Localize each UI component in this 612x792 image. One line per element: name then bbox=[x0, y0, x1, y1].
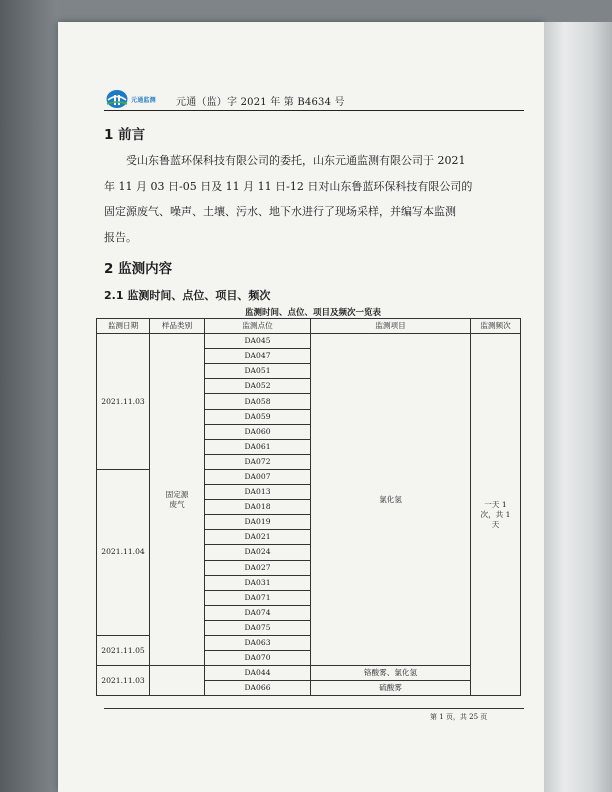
point-cell: DA060 bbox=[205, 424, 311, 439]
company-logo bbox=[104, 88, 174, 110]
logo-text: 元通监测 bbox=[131, 97, 156, 104]
item-cell: 铬酸雾、氯化氢 bbox=[311, 666, 471, 681]
point-cell: DA045 bbox=[205, 334, 311, 349]
document-number: 元通（监）字 2021 年 第 B4634 号 bbox=[176, 97, 345, 108]
point-cell: DA007 bbox=[205, 469, 311, 484]
page-number: 第 1 页，共 25 页 bbox=[430, 713, 488, 721]
point-cell: DA051 bbox=[205, 364, 311, 379]
date-cell: 2021.11.03 bbox=[97, 334, 150, 470]
monitoring-table bbox=[96, 318, 521, 696]
header-cell: 监测日期 bbox=[97, 319, 150, 334]
point-cell: DA021 bbox=[205, 530, 311, 545]
section-title-intro: 1 前言 bbox=[104, 127, 146, 143]
frequency-cell: 一天 1 次，共 1 天 bbox=[471, 334, 521, 696]
point-cell: DA070 bbox=[205, 651, 311, 666]
date-cell: 2021.11.03 bbox=[97, 666, 150, 696]
point-cell: DA063 bbox=[205, 635, 311, 650]
point-cell: DA018 bbox=[205, 500, 311, 515]
point-cell: DA075 bbox=[205, 620, 311, 635]
point-cell: DA066 bbox=[205, 681, 311, 696]
point-cell: DA071 bbox=[205, 590, 311, 605]
table-caption: 监测时间、点位、项目及频次一览表 bbox=[244, 308, 381, 318]
section-title-content: 2 监测内容 bbox=[104, 261, 173, 277]
item-cell: 硫酸雾 bbox=[311, 681, 471, 696]
point-cell: DA031 bbox=[205, 575, 311, 590]
point-cell: DA019 bbox=[205, 515, 311, 530]
scan-background-right bbox=[544, 22, 612, 792]
item-cell: 氯化氢 bbox=[311, 334, 471, 666]
point-cell: DA047 bbox=[205, 349, 311, 364]
table-header-row bbox=[97, 319, 521, 334]
point-cell: DA013 bbox=[205, 485, 311, 500]
sample-type-cell: 固定源废气 bbox=[150, 334, 205, 666]
date-cell: 2021.11.05 bbox=[97, 635, 150, 665]
point-cell: DA058 bbox=[205, 394, 311, 409]
header-cell: 监测点位 bbox=[205, 319, 311, 334]
point-cell: DA044 bbox=[205, 666, 311, 681]
point-cell: DA059 bbox=[205, 409, 311, 424]
header-cell: 样品类别 bbox=[150, 319, 205, 334]
intro-line: 报告。 bbox=[104, 230, 137, 244]
point-cell: DA072 bbox=[205, 454, 311, 469]
sample-type-cell bbox=[150, 666, 205, 696]
date-cell: 2021.11.04 bbox=[97, 469, 150, 635]
logo-icon bbox=[106, 89, 128, 109]
point-cell: DA061 bbox=[205, 439, 311, 454]
point-cell: DA027 bbox=[205, 560, 311, 575]
intro-paragraph bbox=[104, 148, 526, 250]
scan-background-left bbox=[0, 0, 58, 792]
table-row bbox=[97, 666, 521, 681]
intro-line: 固定源废气、噪声、土壤、污水、地下水进行了现场采样，并编写本监测 bbox=[104, 205, 456, 218]
point-cell: DA024 bbox=[205, 545, 311, 560]
table-body bbox=[97, 334, 521, 696]
table-row bbox=[97, 334, 521, 349]
point-cell: DA052 bbox=[205, 379, 311, 394]
header-cell: 监测项目 bbox=[311, 319, 471, 334]
page-header bbox=[104, 88, 524, 110]
header-cell: 监测频次 bbox=[471, 319, 521, 334]
point-cell: DA074 bbox=[205, 605, 311, 620]
intro-line: 受山东鲁蓝环保科技有限公司的委托，山东元通监测有限公司于 2021 bbox=[126, 154, 466, 167]
subsection-title: 2.1 监测时间、点位、项目、频次 bbox=[104, 289, 271, 302]
footer-divider bbox=[104, 708, 524, 709]
intro-line: 年 11 月 03 日-05 日及 11 月 11 日-12 日对山东鲁蓝环保科技有限公司的 bbox=[104, 179, 473, 193]
header-divider bbox=[104, 110, 524, 111]
